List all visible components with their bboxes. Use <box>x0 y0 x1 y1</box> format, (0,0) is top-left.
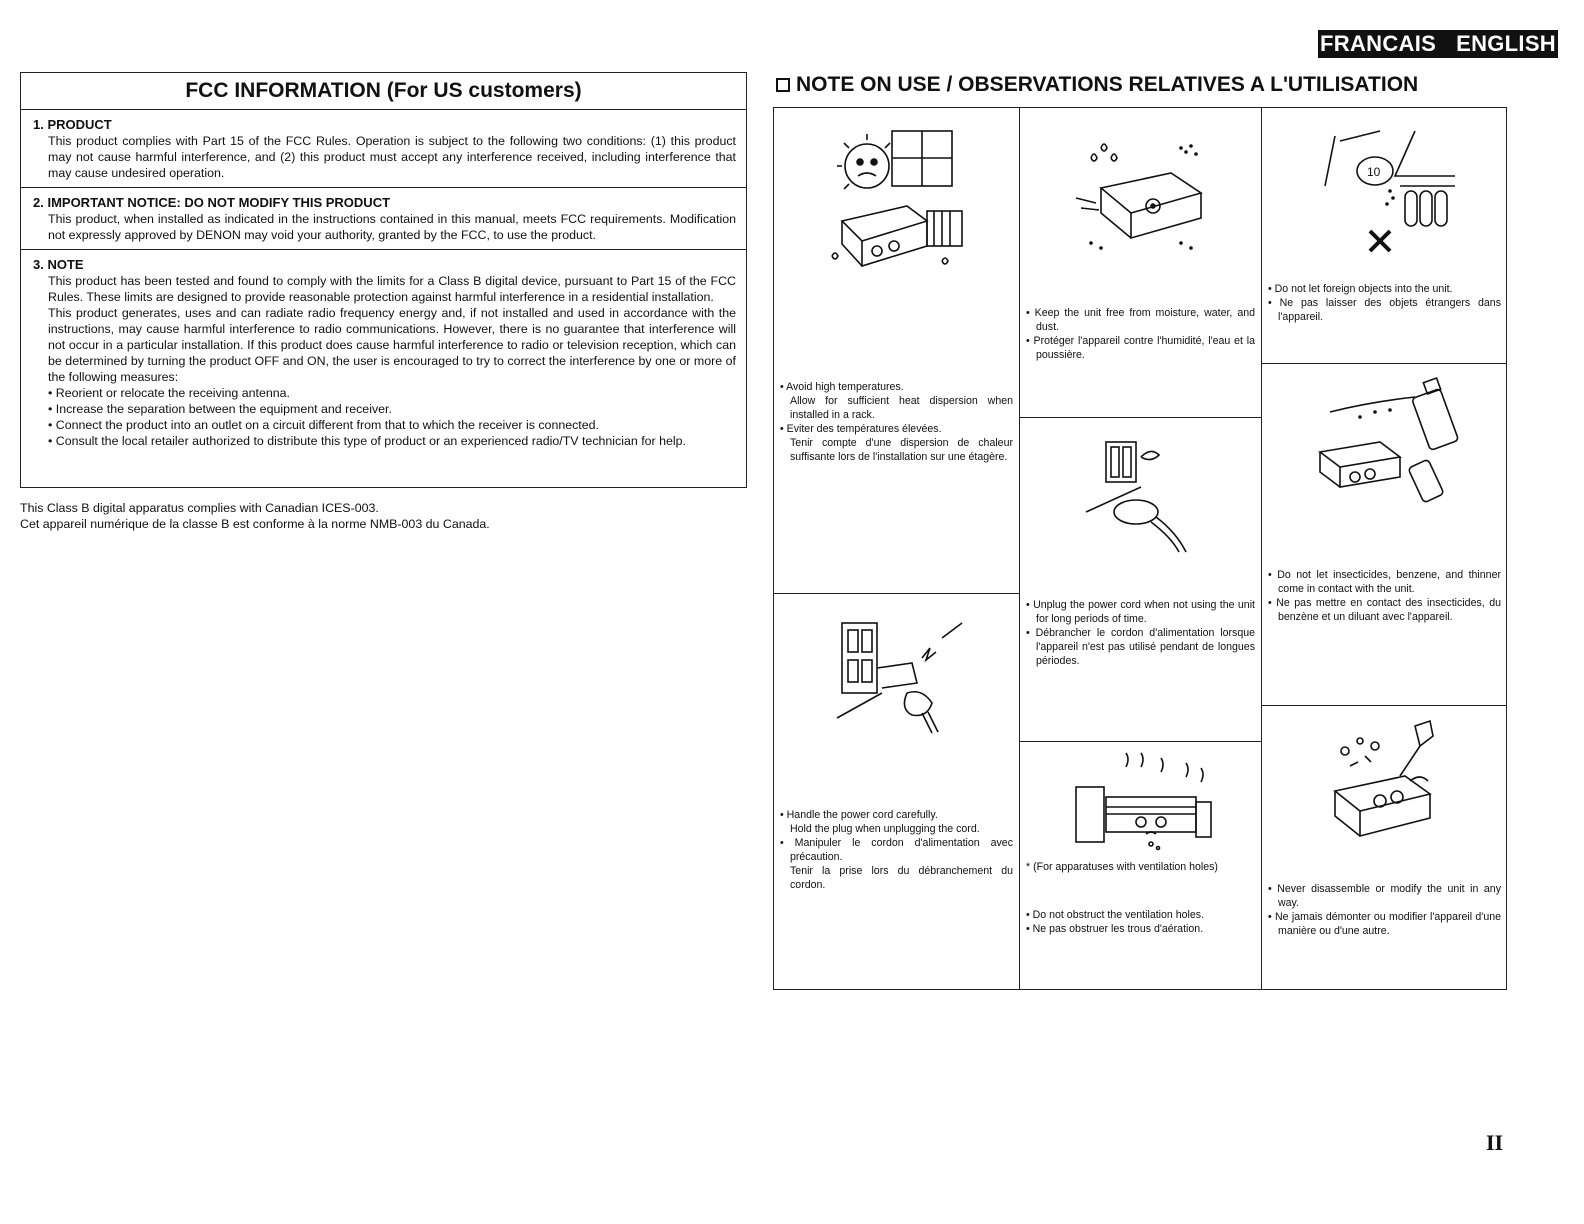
note-grid <box>773 107 1507 990</box>
canadian-en: This Class B digital apparatus complies with Canadian ICES-003. <box>20 501 379 515</box>
note-line: • Ne pas obstruer les trous d'aération. <box>1026 923 1204 935</box>
ventilation-illustration <box>1020 752 1261 852</box>
note-line: • Do not let foreign objects into the unit. <box>1268 283 1453 295</box>
note-text <box>780 380 1013 464</box>
fcc-information-box <box>20 72 747 488</box>
list-item: • Increase the separation between the equipment and receiver. <box>48 402 392 416</box>
note-line: • Débrancher le cordon d'alimentation lorsque l'appareil n'est pas utilisé pendant de longues périodes. <box>1026 627 1255 667</box>
unplug-illustration <box>1020 432 1261 552</box>
section-paragraph: This product has been tested and found to comply with the limits for a Class B digital device, pursuant to Part 15 of the FCC Rules. These limits are designed to provide reasonable protection against harmful interference in a residential installation. <box>48 274 736 304</box>
note-text <box>1268 282 1501 324</box>
note-line: • Handle the power cord carefully. <box>780 809 938 821</box>
section-heading: 2. IMPORTANT NOTICE: DO NOT MODIFY THIS PRODUCT <box>33 195 391 210</box>
fcc-section-note <box>21 250 746 455</box>
list-item: • Connect the product into an outlet on a circuit different from that to which the receiver is connected. <box>48 418 599 432</box>
note-text <box>1268 568 1501 624</box>
note-line: • Never disassemble or modify the unit in any way. <box>1268 883 1501 909</box>
note-cell-unplug <box>1020 418 1262 742</box>
section-paragraph: This product generates, uses and can radiate radio frequency energy and, if not installed and used in accordance with the instructions, may cause harmful interference to radio communications. However, there is no guarantee that interference will not occur in a particular installation. If this product does cause harmful interference to radio or television reception, which can be determined by turning the product OFF and ON, the user is encouraged to try to correct the interference by one or more of the following measures: <box>48 306 736 384</box>
section-body: This product, when installed as indicated in the instructions contained in this manual, meets FCC requirements. Modification not expressly approved by DENON may void your authority, granted by the FCC, to use the product. <box>48 212 736 242</box>
note-line: • Eviter des températures élevées. <box>780 423 942 435</box>
note-line: • Ne pas mettre en contact des insecticides, du benzène et un diluant avec l'appareil. <box>1268 597 1501 623</box>
lang-english: ENGLISH <box>1456 31 1556 56</box>
note-cell-power-cord <box>774 594 1020 990</box>
note-text <box>1026 598 1255 668</box>
ventilation-caption: * (For apparatuses with ventilation holes) <box>1026 861 1218 873</box>
note-line: • Do not let insecticides, benzene, and thinner come in contact with the unit. <box>1268 569 1501 595</box>
note-cell-insecticides <box>1262 364 1507 706</box>
sun-heat-illustration <box>774 126 1019 276</box>
fcc-title: FCC INFORMATION (For US customers) <box>21 73 746 110</box>
section-body: This product complies with Part 15 of the FCC Rules. Operation is subject to the following two conditions: (1) this product may not cause harmful interference, and (2) this product must accept any interference received, including interference that may cause undesired operation. <box>48 134 736 180</box>
note-line: • Ne jamais démonter ou modifier l'appareil d'une manière ou d'une autre. <box>1268 911 1501 937</box>
note-line: • Ne pas laisser des objets étrangers dans l'appareil. <box>1268 297 1501 323</box>
power-cord-illustration <box>774 608 1019 738</box>
foreign-objects-illustration <box>1262 126 1507 256</box>
note-line: • Avoid high temperatures. <box>780 381 904 393</box>
note-line: Tenir compte d'une dispersion de chaleur suffisante lors de l'installation sur une étagère. <box>790 437 1013 463</box>
note-line: Allow for sufficient heat dispersion when installed in a rack. <box>790 395 1013 421</box>
note-text <box>1268 882 1501 938</box>
note-title <box>776 73 1418 97</box>
note-text <box>1026 306 1255 362</box>
note-line: • Manipuler le cordon d'alimentation avec précaution. <box>780 837 1013 863</box>
note-title-text: NOTE ON USE / OBSERVATIONS RELATIVES A L'UTILISATION <box>796 73 1419 96</box>
note-text <box>780 808 1013 892</box>
spray-illustration <box>1262 372 1507 502</box>
checkbox-square-icon <box>776 78 790 92</box>
moisture-dust-illustration <box>1020 128 1261 268</box>
note-cell-temperature <box>774 108 1020 594</box>
lang-french: FRANCAIS <box>1320 31 1437 56</box>
list-item: • Consult the local retailer authorized to distribute this type of product or an experienced radio/TV technician for help. <box>48 434 686 448</box>
note-line: • Do not obstruct the ventilation holes. <box>1026 909 1205 921</box>
note-line: • Unplug the power cord when not using the unit for long periods of time. <box>1026 599 1255 625</box>
canadian-compliance <box>20 500 490 532</box>
note-caption <box>1026 860 1255 874</box>
canadian-fr: Cet appareil numérique de la classe B est conforme à la norme NMB-003 du Canada. <box>20 517 490 531</box>
list-item: • Reorient or relocate the receiving antenna. <box>48 386 290 400</box>
note-line: • Protéger l'appareil contre l'humidité, l'eau et la poussière. <box>1026 335 1255 361</box>
svg-text:10: 10 <box>1366 165 1380 179</box>
page-number: II <box>1486 1130 1504 1155</box>
note-line: Hold the plug when unplugging the cord. <box>790 823 980 835</box>
note-line: Tenir la prise lors du débranchement du cordon. <box>790 865 1013 891</box>
note-cell-moisture <box>1020 108 1262 418</box>
disassemble-illustration <box>1262 716 1507 846</box>
fcc-section-product <box>21 110 746 188</box>
fcc-section-notice <box>21 188 746 250</box>
note-cell-disassemble <box>1262 706 1507 990</box>
note-line: • Keep the unit free from moisture, water, and dust. <box>1026 307 1255 333</box>
section-heading: 1. PRODUCT <box>33 117 112 132</box>
language-tab <box>1318 30 1558 58</box>
section-heading: 3. NOTE <box>33 257 84 272</box>
note-text <box>1026 908 1255 936</box>
note-cell-foreign-objects <box>1262 108 1507 364</box>
note-cell-ventilation <box>1020 742 1262 990</box>
